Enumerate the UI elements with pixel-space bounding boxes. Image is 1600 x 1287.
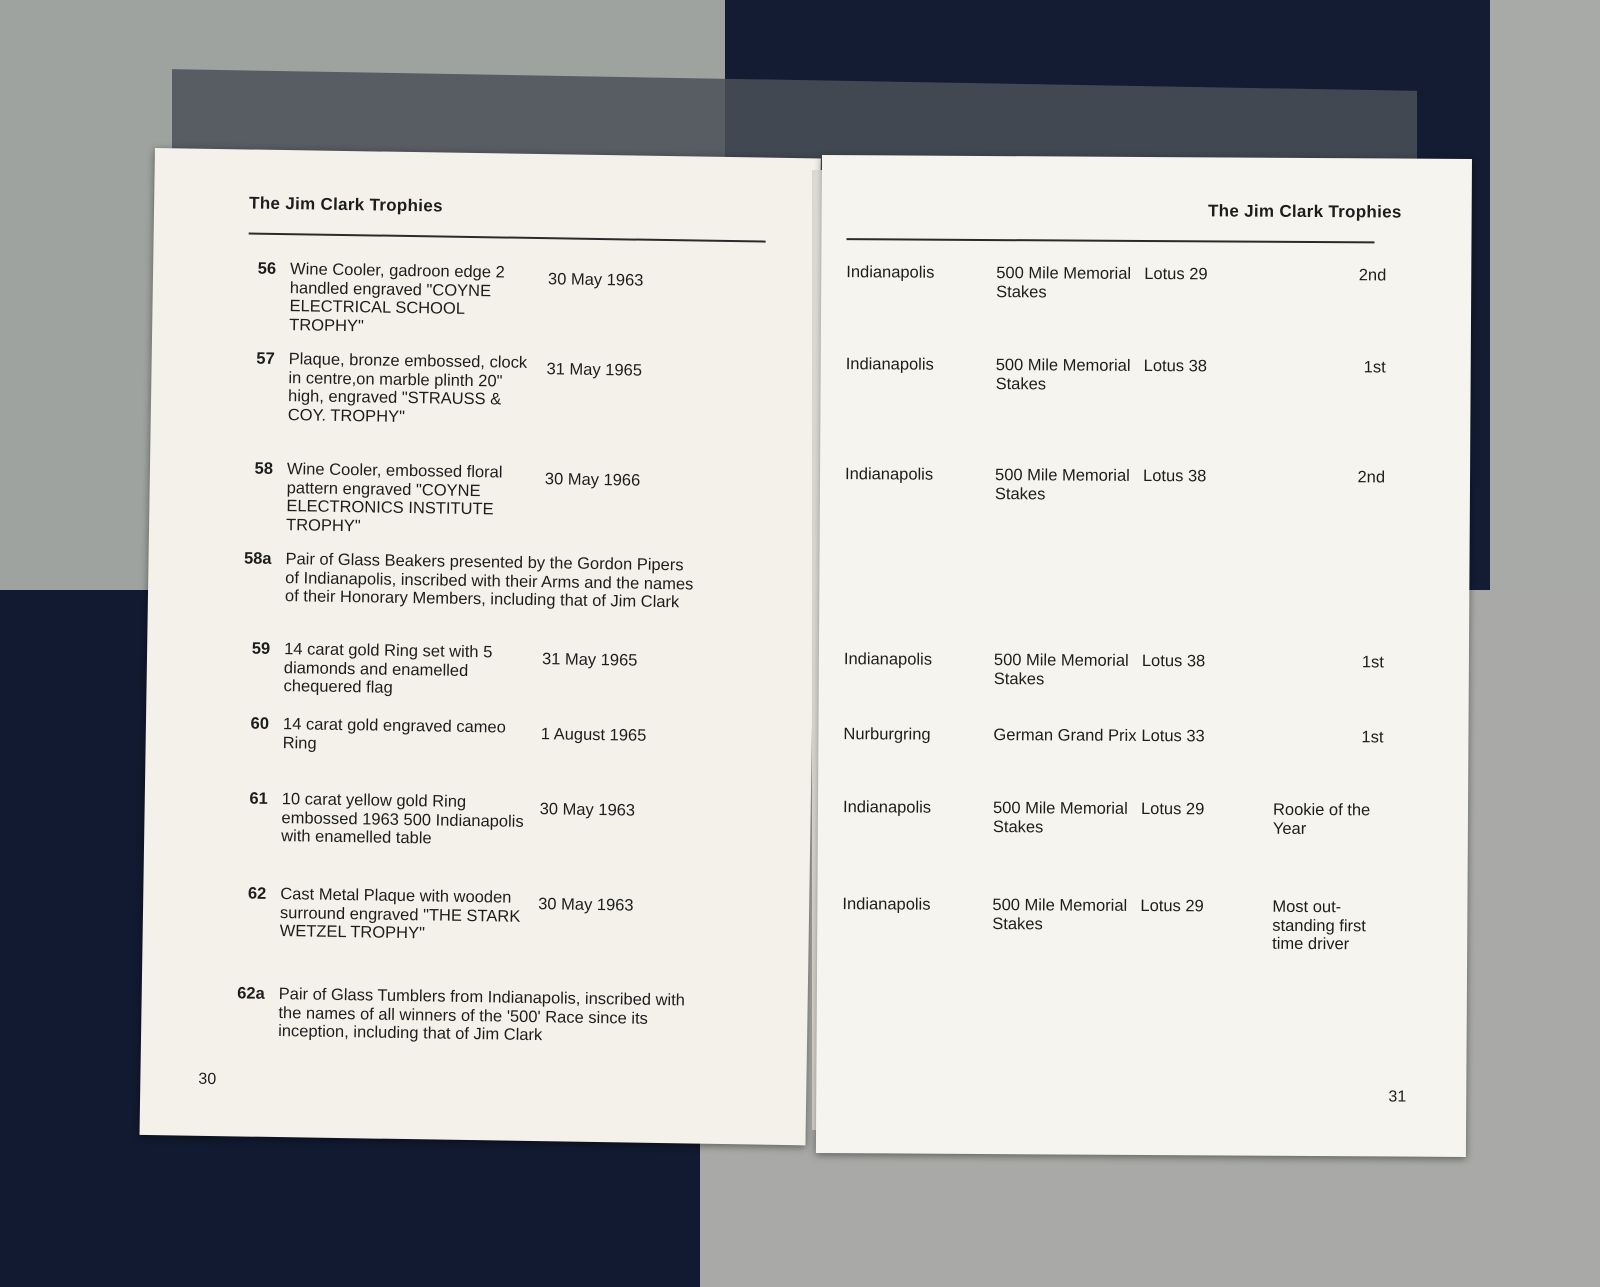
entry-description: 14 carat gold Ring set with 5 diamonds and enamelled chequered flag	[283, 640, 493, 697]
entry-description: Pair of Glass Beakers presented by the Gordon Pipers of Indianapolis, inscribed with their Arms and the names of their Honorary Members, including that of Jim Clark	[284, 550, 694, 612]
entry-description: Wine Cooler, gadroon edge 2 handled engraved "COYNE ELECTRICAL SCHOOL TROPHY"	[289, 260, 505, 335]
race-row	[845, 465, 1385, 548]
race-venue: Indianapolis	[842, 895, 931, 914]
entry-description: Wine Cooler, embossed floral pattern engraved "COYNE ELECTRONICS INSTITUTE TROPHY"	[285, 460, 503, 535]
entry-date: 31 May 1965	[546, 360, 643, 380]
entry-number: 56	[257, 259, 277, 278]
race-result: 2nd	[1357, 468, 1386, 487]
page-number-right: 31	[1388, 1088, 1407, 1106]
left-header-rule	[249, 232, 766, 242]
entry-description: Pair of Glass Tumblers from Indianapolis, inscribed with the names of all winners of the '500' Race since its inception, including that of Jim Clark	[278, 985, 686, 1045]
race-row	[845, 355, 1385, 438]
race-car: Lotus 38	[1142, 466, 1207, 486]
entry-date: 31 May 1965	[541, 650, 638, 670]
entry-date: 30 May 1966	[544, 470, 641, 490]
entry-number: 57	[256, 349, 275, 368]
race-venue: Indianapolis	[844, 465, 934, 484]
entry-number: 58	[254, 459, 274, 478]
race-car: Lotus 33	[1141, 726, 1205, 746]
race-row	[846, 263, 1386, 346]
entry-number: 59	[251, 639, 271, 658]
entry-number: 62a	[237, 984, 265, 1003]
entry-description: 14 carat gold engraved cameo Ring	[282, 715, 506, 753]
race-event: 500 Mile Memorial Stakes	[995, 356, 1131, 393]
race-row	[843, 650, 1383, 733]
cloth-light-top-right	[1490, 0, 1600, 590]
race-event: 500 Mile Memorial Stakes	[993, 651, 1129, 688]
left-page-header: The Jim Clark Trophies	[248, 193, 443, 216]
race-venue: Nurburgring	[843, 725, 931, 744]
entry-number: 62	[247, 884, 267, 903]
race-car: Lotus 29	[1144, 264, 1208, 284]
page-number-left: 30	[198, 1070, 217, 1089]
entry-number: 58a	[243, 549, 272, 568]
race-row	[842, 895, 1382, 978]
entry-number: 60	[250, 714, 270, 733]
race-result: 1st	[1363, 358, 1386, 377]
race-car: Lotus 38	[1141, 651, 1206, 671]
race-event: 500 Mile Memorial Stakes	[992, 896, 1128, 933]
entry-description: 10 carat yellow gold Ring embossed 1963 500 Indianapolis with enamelled table	[281, 790, 524, 848]
right-page-header: The Jim Clark Trophies	[1207, 201, 1402, 222]
race-venue: Indianapolis	[845, 355, 934, 374]
race-event: German Grand Prix	[993, 726, 1137, 745]
race-venue: Indianapolis	[843, 650, 933, 669]
entry-date: 30 May 1963	[547, 270, 644, 290]
race-car: Lotus 29	[1140, 799, 1205, 819]
entry-description: Plaque, bronze embossed, clock in centre,on marble plinth 20" high, engraved "STRAUSS & COY. TROPHY"	[287, 350, 528, 426]
race-result: Most out-standing first time driver	[1272, 897, 1366, 954]
race-venue: Indianapolis	[842, 798, 932, 817]
race-car: Lotus 38	[1143, 356, 1208, 376]
race-result: 2nd	[1358, 266, 1387, 285]
race-row	[843, 725, 1383, 808]
race-result: Rookie of the Year	[1272, 800, 1371, 838]
entry-date: 30 May 1963	[539, 800, 636, 820]
race-result: 1st	[1361, 728, 1384, 747]
left-page	[139, 148, 820, 1145]
entry-number: 61	[249, 789, 268, 808]
race-row	[843, 798, 1383, 881]
right-page	[816, 155, 1472, 1157]
race-event: 500 Mile Memorial Stakes	[994, 466, 1130, 503]
race-event: 500 Mile Memorial Stakes	[996, 264, 1132, 301]
race-car: Lotus 29	[1140, 896, 1204, 916]
race-venue: Indianapolis	[846, 263, 935, 282]
race-event: 500 Mile Memorial Stakes	[992, 799, 1128, 836]
entry-date: 1 August 1965	[540, 725, 647, 745]
race-result: 1st	[1361, 653, 1384, 672]
right-header-rule	[846, 238, 1374, 243]
entry-date: 30 May 1963	[538, 895, 634, 915]
entry-description: Cast Metal Plaque with wooden surround engraved "THE STARK WETZEL TROPHY"	[279, 885, 521, 943]
